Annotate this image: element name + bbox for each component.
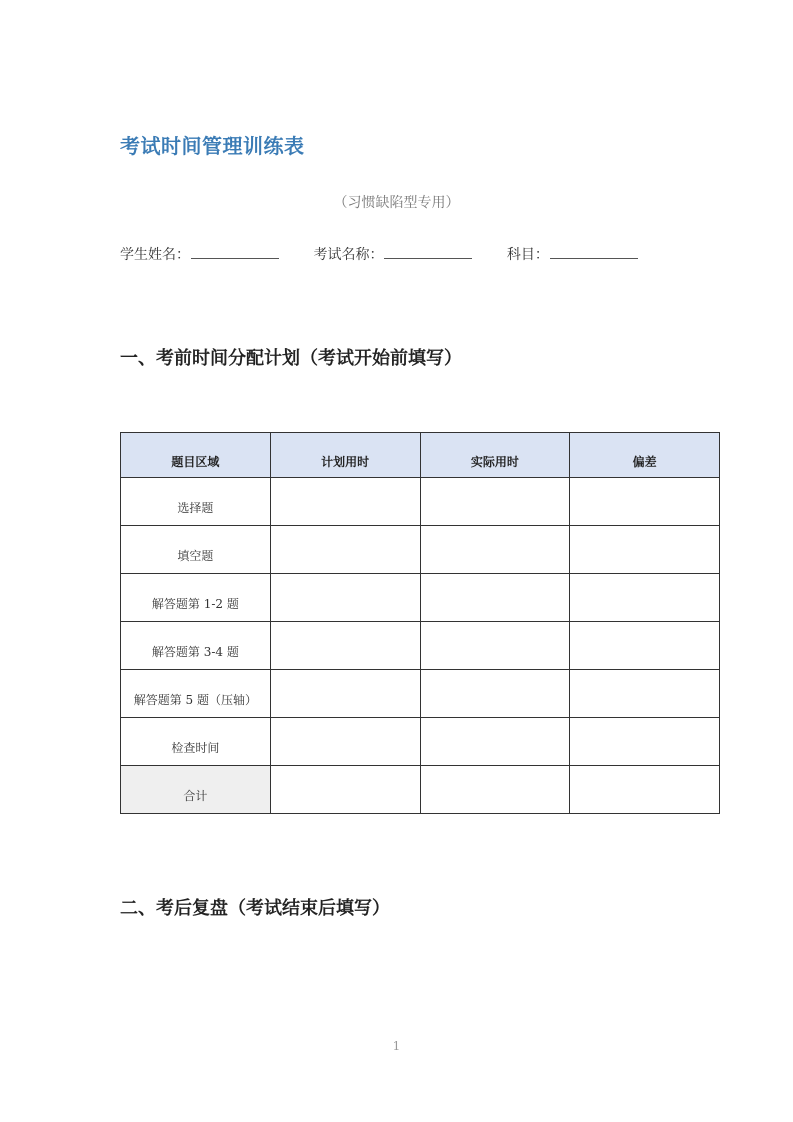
actual-time-cell[interactable]	[420, 478, 570, 526]
table-row	[121, 478, 720, 526]
row-label: 选择题	[121, 478, 271, 526]
table-total-row	[121, 766, 720, 814]
deviation-cell[interactable]	[570, 526, 720, 574]
actual-time-cell[interactable]	[420, 670, 570, 718]
table-row	[121, 622, 720, 670]
time-plan-table	[120, 432, 720, 814]
page-number: 1	[392, 1039, 401, 1053]
deviation-cell[interactable]	[570, 478, 720, 526]
info-row	[120, 244, 638, 264]
actual-time-cell[interactable]	[420, 526, 570, 574]
header-actual-time: 实际用时	[420, 433, 570, 478]
deviation-cell[interactable]	[570, 622, 720, 670]
planned-time-total-cell[interactable]	[270, 766, 420, 814]
subject-label: 科目：	[506, 247, 549, 263]
total-label: 合计	[121, 766, 271, 814]
deviation-cell[interactable]	[570, 670, 720, 718]
deviation-cell[interactable]	[570, 718, 720, 766]
actual-time-cell[interactable]	[420, 574, 570, 622]
row-label: 解答题第 5 题（压轴）	[121, 670, 271, 718]
header-planned-time: 计划用时	[270, 433, 420, 478]
actual-time-cell[interactable]	[420, 718, 570, 766]
subject-field[interactable]	[507, 244, 638, 264]
header-deviation: 偏差	[570, 433, 720, 478]
deviation-cell[interactable]	[570, 574, 720, 622]
document-subtitle: （习惯缺陷型专用）	[333, 195, 460, 211]
document-title: 考试时间管理训练表	[120, 134, 305, 158]
actual-time-cell[interactable]	[420, 622, 570, 670]
planned-time-cell[interactable]	[270, 718, 420, 766]
planned-time-cell[interactable]	[270, 670, 420, 718]
table-row	[121, 526, 720, 574]
section-1-heading: 一、考前时间分配计划（考试开始前填写）	[120, 348, 462, 369]
planned-time-cell[interactable]	[270, 526, 420, 574]
planned-time-cell[interactable]	[270, 622, 420, 670]
student-name-blank[interactable]	[191, 246, 279, 259]
table-row	[121, 670, 720, 718]
header-question-area: 题目区域	[121, 433, 271, 478]
exam-name-field[interactable]	[313, 244, 472, 264]
student-name-label: 学生姓名：	[120, 247, 190, 263]
actual-time-total-cell[interactable]	[420, 766, 570, 814]
row-label: 解答题第 1-2 题	[121, 574, 271, 622]
deviation-total-cell[interactable]	[570, 766, 720, 814]
row-label: 填空题	[121, 526, 271, 574]
exam-name-label: 考试名称：	[313, 247, 384, 263]
table-row	[121, 574, 720, 622]
planned-time-cell[interactable]	[270, 478, 420, 526]
section-2-heading: 二、考后复盘（考试结束后填写）	[120, 898, 390, 919]
row-label: 检查时间	[121, 718, 271, 766]
subject-blank[interactable]	[550, 246, 638, 259]
table-header-row	[121, 433, 720, 478]
student-name-field[interactable]	[120, 244, 279, 264]
planned-time-cell[interactable]	[270, 574, 420, 622]
table-row	[121, 718, 720, 766]
exam-name-blank[interactable]	[384, 246, 472, 259]
row-label: 解答题第 3-4 题	[121, 622, 271, 670]
